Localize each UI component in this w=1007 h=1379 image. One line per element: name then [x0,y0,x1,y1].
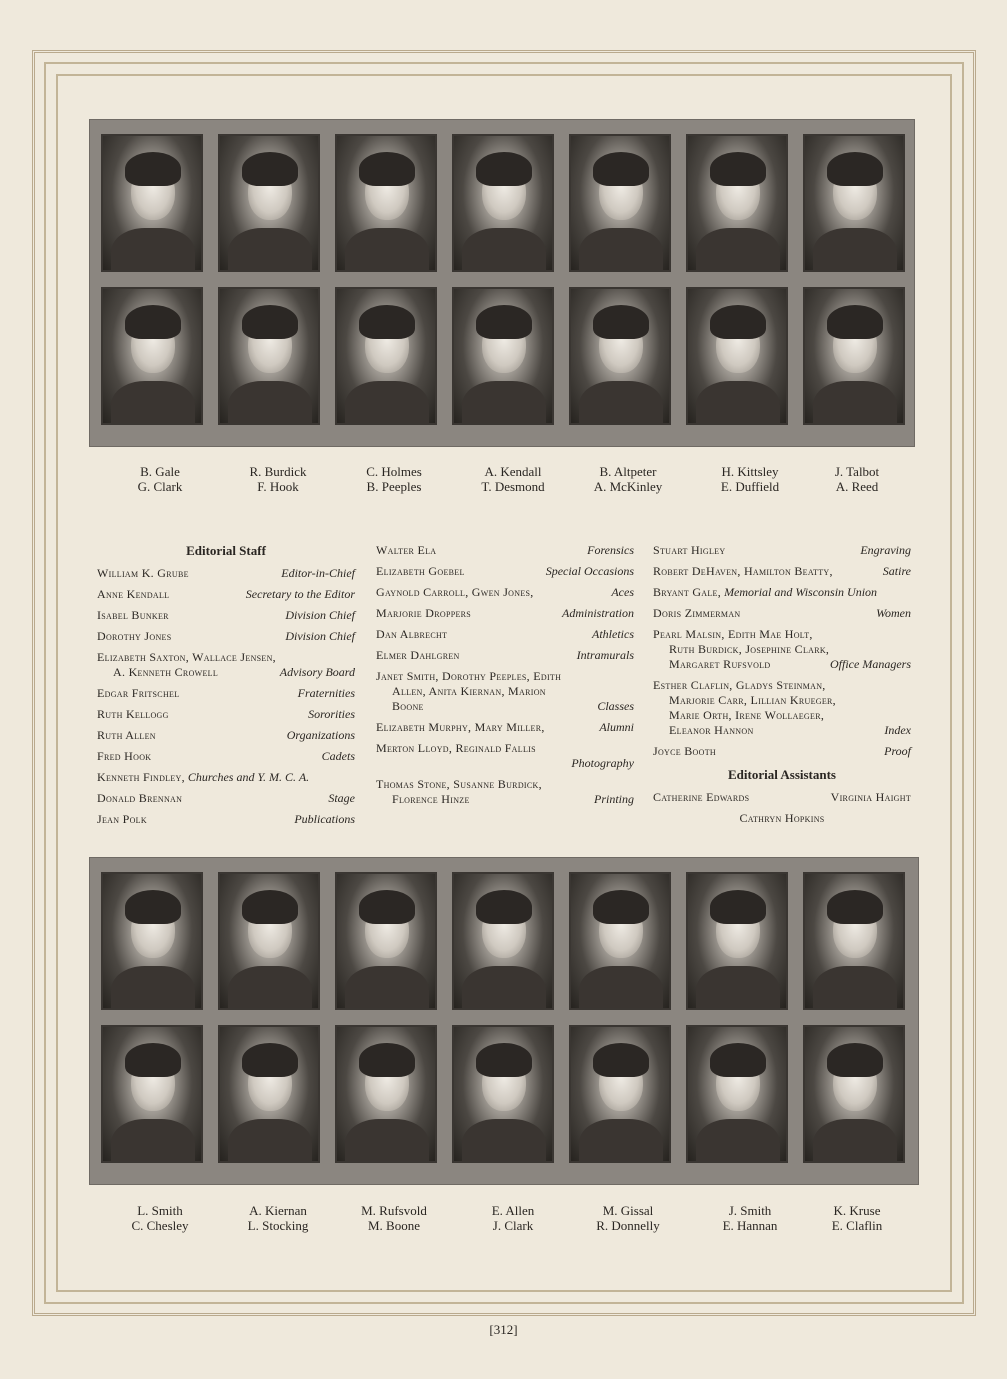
portrait-photo [569,1025,671,1163]
staff-name: Marjorie Carr, Lillian Krueger, [669,693,836,707]
caption-top-name: A. Kendall [484,464,542,479]
staff-role: Churches and Y. M. C. A. [187,770,310,784]
photo-caption [798,464,916,494]
staff-name: Gaynold Carroll, Gwen Jones, [376,585,534,599]
caption-top-name: H. Kittsley [721,464,779,479]
staff-name: Ruth Allen [97,728,156,742]
portrait-photo [335,872,437,1010]
photo-caption [691,1203,809,1233]
caption-top-name: M. Gissal [602,1203,654,1218]
staff-name: Esther Claflin, Gladys Steinman, [653,678,826,692]
staff-name: Elizabeth Saxton, Wallace Jensen, [97,650,276,664]
photo-caption [691,464,809,494]
caption-bottom-name: A. Reed [835,479,879,494]
caption-top-name: K. Kruse [833,1203,881,1218]
portrait-photo [335,134,437,272]
staff-name: Joyce Booth [653,744,716,758]
caption-top-name: E. Allen [491,1203,535,1218]
staff-name: Walter Ela [376,543,437,557]
staff-name: Marjorie Droppers [376,606,472,620]
staff-role: Editor-in-Chief [281,566,355,580]
page-number: [312] [489,1322,518,1337]
staff-name: Elizabeth Murphy, Mary Miller, [376,720,545,734]
portrait-photo [569,872,671,1010]
caption-bottom-name: A. McKinley [593,479,663,494]
photo-caption [454,1203,572,1233]
staff-name: Anne Kendall [97,587,170,601]
photo-caption [569,1203,687,1233]
staff-column-3 [653,543,911,826]
staff-role: Advisory Board [279,665,355,679]
staff-name: Dan Albrecht [376,627,448,641]
staff-name: Doris Zimmerman [653,606,741,620]
portrait-photo [452,287,554,425]
portrait-photo [569,287,671,425]
staff-role: Satire [882,564,911,578]
portrait-photo [452,872,554,1010]
staff-name: Donald Brennan [97,791,183,805]
staff-name: A. Kenneth Crowell [113,665,219,679]
staff-role: Proof [884,744,911,758]
photo-caption [101,1203,219,1233]
editorial-staff-heading: Editorial Staff [186,543,266,558]
assistant-name: Virginia Haight [830,790,911,804]
portrait-photo [335,287,437,425]
caption-top-name: J. Smith [728,1203,772,1218]
portrait-photo [803,287,905,425]
portrait-photo [803,134,905,272]
staff-role: Classes [597,699,634,713]
caption-top-name: A. Kiernan [249,1203,307,1218]
staff-name: Boone [392,699,424,713]
staff-name: Florence Hinze [392,792,470,806]
portrait-photo [101,872,203,1010]
caption-bottom-name: F. Hook [257,479,299,494]
photo-caption [454,464,572,494]
photo-caption [335,1203,453,1233]
caption-bottom-name: R. Donnelly [596,1218,660,1233]
caption-bottom-name: E. Duffield [720,479,780,494]
staff-name: Marie Orth, Irene Wollaeger, [669,708,825,722]
portrait-photo [335,1025,437,1163]
photo-caption [335,464,453,494]
caption-bottom-name: E. Hannan [722,1218,778,1233]
portrait-photo [452,1025,554,1163]
staff-role: Athletics [592,627,634,641]
staff-role: Women [876,606,911,620]
staff-name: Margaret Rufsvold [669,657,771,671]
staff-name: William K. Grube [97,566,189,580]
staff-name: Merton Lloyd, Reginald Fallis [376,741,536,755]
portrait-photo [569,134,671,272]
portrait-photo [218,1025,320,1163]
staff-column-2 [376,543,634,813]
staff-role: Office Managers [830,657,911,671]
staff-role: Cadets [321,749,355,763]
staff-name: Janet Smith, Dorothy Peeples, Edith [376,669,562,683]
portrait-photo [218,287,320,425]
caption-top-name: R. Burdick [249,464,307,479]
portrait-photo [686,1025,788,1163]
photo-caption [219,1203,337,1233]
staff-name: Pearl Malsin, Edith Mae Holt, [653,627,813,641]
staff-name: Thomas Stone, Susanne Burdick, [376,777,542,791]
staff-role: Administration [561,606,634,620]
caption-bottom-name: T. Desmond [481,479,545,494]
staff-name: Ruth Burdick, Josephine Clark, [669,642,830,656]
portrait-photo [218,872,320,1010]
staff-role: Secretary to the Editor [245,587,355,601]
staff-name: Stuart Higley [653,543,726,557]
caption-bottom-name: B. Peeples [366,479,422,494]
portrait-photo [218,134,320,272]
editorial-assistants-heading: Editorial Assistants [728,767,836,782]
staff-role: Printing [593,792,634,806]
portrait-photo [452,134,554,272]
staff-name: Edgar Fritschel [97,686,180,700]
staff-name: Eleanor Hannon [669,723,754,737]
staff-role: Publications [294,812,355,826]
staff-role: Photography [571,756,634,770]
caption-top-name: C. Holmes [366,464,422,479]
staff-column-1 [97,543,355,833]
caption-top-name: L. Smith [137,1203,183,1218]
portrait-photo [101,134,203,272]
photo-caption [569,464,687,494]
staff-role: Division Chief [285,608,355,622]
staff-name: Jean Polk [97,812,147,826]
portrait-photo [686,287,788,425]
staff-name: Robert DeHaven, Hamilton Beatty, [653,564,833,578]
caption-bottom-name: C. Chesley [131,1218,189,1233]
portrait-photo [803,872,905,1010]
staff-role: Stage [328,791,355,805]
photo-caption [101,464,219,494]
portrait-photo [101,1025,203,1163]
staff-name: Bryant Gale, [653,585,722,599]
staff-name: Kenneth Findley, [97,770,185,784]
staff-role: Division Chief [285,629,355,643]
staff-name: Ruth Kellogg [97,707,169,721]
staff-role: Engraving [860,543,911,557]
caption-bottom-name: J. Clark [492,1218,534,1233]
caption-bottom-name: E. Claflin [831,1218,883,1233]
photo-caption [798,1203,916,1233]
staff-role: Organizations [286,728,355,742]
portrait-photo [803,1025,905,1163]
portrait-photo [686,134,788,272]
portrait-photo [101,287,203,425]
staff-role: Special Occasions [545,564,634,578]
caption-top-name: B. Altpeter [599,464,657,479]
staff-name: Allen, Anita Kiernan, Marion [392,684,546,698]
staff-role: Sororities [308,707,355,721]
staff-role: Alumni [599,720,634,734]
staff-role: Intramurals [576,648,634,662]
staff-name: Dorothy Jones [97,629,172,643]
staff-name: Isabel Bunker [97,608,169,622]
staff-name: Fred Hook [97,749,152,763]
staff-name: Elmer Dahlgren [376,648,460,662]
caption-top-name: B. Gale [140,464,180,479]
staff-role: Fraternities [297,686,355,700]
caption-top-name: M. Rufsvold [361,1203,427,1218]
caption-bottom-name: L. Stocking [247,1218,309,1233]
caption-bottom-name: G. Clark [137,479,183,494]
caption-top-name: J. Talbot [834,464,880,479]
staff-name: Elizabeth Goebel [376,564,465,578]
assistant-name: Cathryn Hopkins [739,811,825,825]
caption-bottom-name: M. Boone [368,1218,420,1233]
staff-role: Memorial and Wisconsin Union [724,585,878,599]
staff-role: Forensics [587,543,634,557]
photo-caption [219,464,337,494]
assistant-name: Catherine Edwards [653,790,750,804]
staff-role: Aces [611,585,634,599]
staff-role: Index [884,723,911,737]
portrait-photo [686,872,788,1010]
